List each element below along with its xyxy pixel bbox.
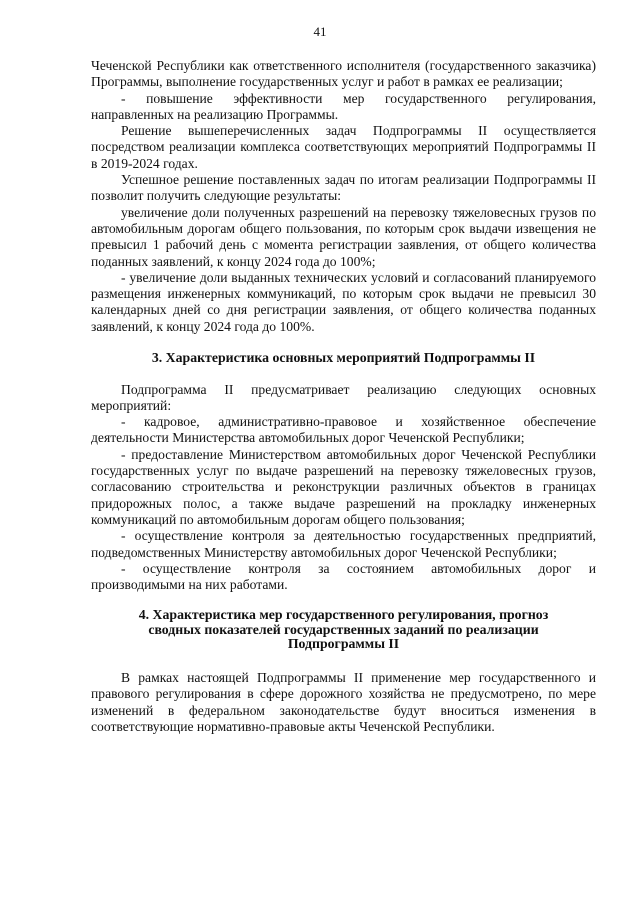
page-content — [91, 58, 596, 735]
paragraph-top-5: увеличение доли полученных разрешений на перевозку тяжеловесных грузов по автомобильным дорогам общего пользования, по которым срок выдачи извещения не превысил 1 рабочий день с момента регистрации заявления, от общего количества поданных заявлений, к концу 2024 года до 100%; — [91, 204, 596, 269]
section-3-paragraph-4: - осуществление контроля за деятельностью государственных предприятий, подведомственных Министерству автомобильных дорог Чеченской Республики; — [91, 528, 596, 560]
paragraph-top-2: - повышение эффективности мер государственного регулирования, направленных на реализацию Программы. — [91, 90, 596, 122]
page-number: 41 — [313, 24, 327, 39]
section-3-paragraph-2: - кадровое, административно-правовое и хозяйственное обеспечение деятельности Министерства автомобильных дорог Чеченской Республики; — [91, 414, 596, 446]
section-4-heading-line-2: сводных показателей государственных заданий по реализации — [148, 621, 539, 637]
section-4-heading-line-1: 4. Характеристика мер государственного регулирования, прогноз — [138, 607, 549, 623]
section-3-heading: 3. Характеристика основных мероприятий Подпрограммы II — [151, 350, 536, 366]
paragraph-top-1: Чеченской Республики как ответственного исполнителя (государственного заказчика) Программы, выполнение государственных услуг и работ в рамках ее реализации; — [91, 58, 596, 90]
section-4-heading-line-3: Подпрограммы II — [287, 636, 400, 652]
paragraph-top-6: - увеличение доли выданных технических условий и согласований планируемого размещения инженерных коммуникаций, по которым срок выдачи не превысил 30 календарных дней со дня регистрации заявления, от общего количества поданных заявлений, к концу 2024 года до 100%. — [91, 269, 596, 334]
section-3-paragraph-3: - предоставление Министерством автомобильных дорог Чеченской Республики государственных услуг по выдаче разрешений на перевозку тяжеловесных грузов, согласованию строительства и реконструкции различных объектов в границах придорожных полос, а также выдаче разрешений на прокладку инженерных коммуникаций по автомобильным дорогам общего пользования; — [91, 446, 596, 527]
section-4-paragraph-1: В рамках настоящей Подпрограммы II применение мер государственного и правового регулирования в сфере дорожного хозяйства не предусмотрено, по мере изменений в федеральном законодательстве будут вноситься изменения в соответствующие нормативно-правовые акты Чеченской Республики. — [91, 669, 596, 734]
section-3-paragraph-5: - осуществление контроля за состоянием автомобильных дорог и производимыми на них работами. — [91, 560, 596, 593]
section-3-paragraph-1: Подпрограмма II предусматривает реализацию следующих основных мероприятий: — [91, 381, 596, 413]
section-4-heading — [91, 608, 596, 652]
paragraph-top-4: Успешное решение поставленных задач по итогам реализации Подпрограммы II позволит получить следующие результаты: — [91, 172, 596, 204]
paragraph-top-3: Решение вышеперечисленных задач Подпрограммы II осуществляется посредством реализации комплекса соответствующих мероприятий Подпрограммы II в 2019-2024 годах. — [91, 123, 596, 171]
